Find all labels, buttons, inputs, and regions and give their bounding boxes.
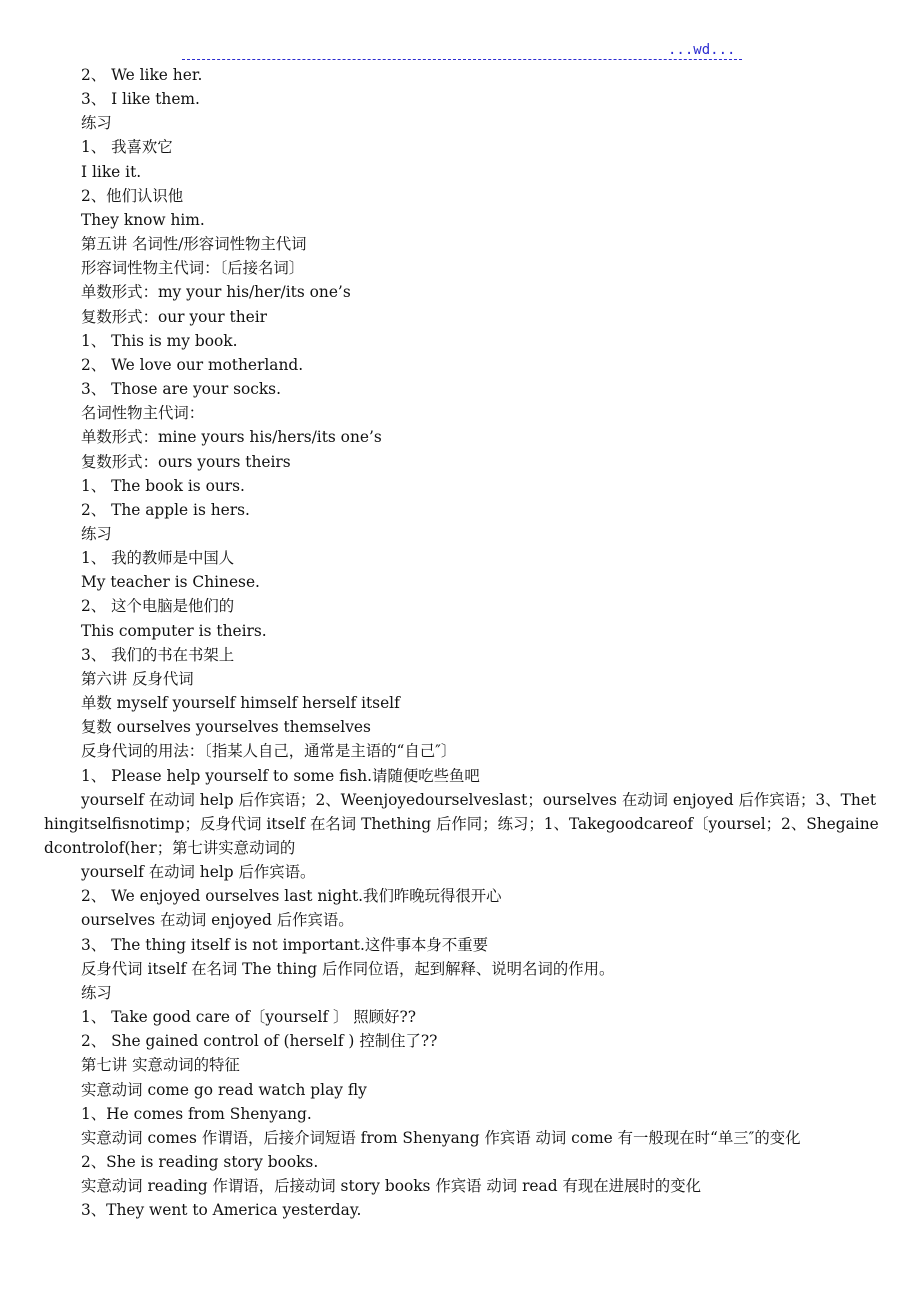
text-line: 复数 ourselves yourselves themselves: [81, 718, 371, 737]
text-line: 练习: [81, 114, 112, 133]
text-line: yourself 在动词 help 后作宾语。: [81, 863, 316, 882]
text-line: 1、 Take good care of〔yourself 〕 照顾好??: [81, 1008, 416, 1027]
text-line: They know him.: [81, 210, 205, 229]
text-line: 练习: [81, 524, 112, 543]
text-line: I like it.: [81, 162, 142, 181]
text-line: 反身代词 itself 在名词 The thing 后作同位语，起到解释、说明名词的作用。: [81, 959, 615, 978]
text-line: 2、他们认识他: [81, 186, 184, 205]
header-dashed-rule: [182, 59, 742, 60]
text-line: 2、 We enjoyed ourselves last night.我们昨晚玩得很开心: [81, 887, 502, 906]
text-line: yourself 在动词 help 后作宾语；2、Weenjoyedourselveslast；ourselves 在动词 enjoyed 后作宾语；3、Thethingitselfisnotimp；反身代词 itself 在名词 Thething 后作同；练习；1、Takegoodcareof〔yoursel；2、Shegainedcontrolof(her；第七讲实意动词的: [44, 790, 879, 857]
text-line: 形容词性物主代词：〔后接名词〕: [81, 259, 305, 278]
text-line: 第六讲 反身代词: [81, 669, 194, 688]
text-line: 第五讲 名词性/形容词性物主代词: [81, 235, 307, 254]
text-line: 3、 我们的书在书架上: [81, 645, 235, 664]
text-line: 1、 我喜欢它: [81, 138, 173, 157]
text-line: 练习: [81, 983, 112, 1002]
document-body: [44, 63, 880, 1223]
text-line: 2、She is reading story books.: [81, 1153, 319, 1172]
text-line: 2、 The apple is hers.: [81, 500, 250, 519]
text-line: 3、 The thing itself is not important.这件事本身不重要: [81, 935, 488, 954]
text-line: 实意动词 comes 作谓语，后接介词短语 from Shenyang 作宾语 动词 come 有一般现在时“单三″的变化: [81, 1128, 801, 1147]
text-line: 3、 I like them.: [81, 90, 200, 109]
text-line: 2、 We love our motherland.: [81, 355, 304, 374]
text-line: My teacher is Chinese.: [81, 573, 260, 592]
text-line: 2、 She gained control of (herself ) 控制住了??: [81, 1032, 438, 1051]
text-line: 复数形式：ours yours theirs: [81, 452, 291, 471]
text-line: This computer is theirs.: [81, 621, 267, 640]
text-line: 第七讲 实意动词的特征: [81, 1056, 240, 1075]
text-line: 2、 这个电脑是他们的: [81, 597, 235, 616]
text-line: 单数形式：mine yours his/hers/its one’s: [81, 428, 382, 447]
text-line: 3、 Those are your socks.: [81, 380, 281, 399]
text-line: 1、 我的教师是中国人: [81, 549, 235, 568]
header-marker: ...wd...: [668, 42, 736, 58]
text-line: 单数 myself yourself himself herself itself: [81, 694, 400, 713]
text-line: 1、 Please help yourself to some fish.请随便吃些鱼吧: [81, 766, 480, 785]
text-line: 实意动词 come go read watch play fly: [81, 1080, 367, 1099]
text-line: 反身代词的用法：〔指某人自己，通常是主语的“自己″〕: [81, 742, 457, 761]
text-line: 单数形式：my your his/her/its one’s: [81, 283, 351, 302]
text-line: 3、They went to America yesterday.: [81, 1201, 362, 1220]
text-line: 复数形式：our your their: [81, 307, 267, 326]
text-line: 1、He comes from Shenyang.: [81, 1104, 312, 1123]
text-line: 2、 We like her.: [81, 66, 203, 84]
text-line: ourselves 在动词 enjoyed 后作宾语。: [81, 911, 354, 930]
text-line: 1、 This is my book.: [81, 331, 238, 350]
text-line: 1、 The book is ours.: [81, 476, 245, 495]
text-line: 名词性物主代词：: [81, 404, 205, 423]
text-line: 实意动词 reading 作谓语，后接动词 story books 作宾语 动词 read 有现在进展时的变化: [81, 1177, 701, 1196]
